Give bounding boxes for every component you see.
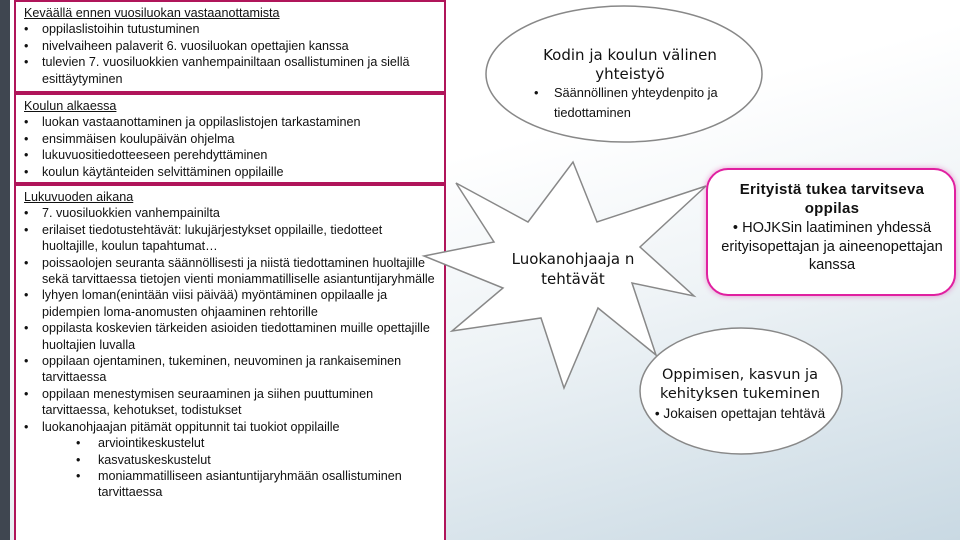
sub-list-item: • kasvatuskeskustelut (24, 452, 436, 468)
list-item: • lyhyen loman(enintään viisi päivää) myöntäminen oppilaalle ja pidempien loma-anomusten ohjaaminen rehtorille (24, 287, 436, 320)
sub-list-item: • moniammatilliseen asiantuntijaryhmään osallistuminen tarvittaessa (24, 468, 436, 501)
special-support-title: Erityistä tukea tarvitseva oppilas (739, 181, 925, 217)
growth-title: Oppimisen, kasvun ja kehityksen tukeminen (659, 367, 821, 402)
special-support-bullet: • HOJKSin laatiminen yhdessä erityisopettajan ja aineenopettajan kanssa (721, 220, 943, 273)
list-item: • oppilasta koskevien tärkeiden asioiden tiedottaminen muille opettajille huoltajien luvalla (24, 320, 436, 353)
list-item: • 7. vuosiluokkien vanhempainilta (24, 205, 436, 221)
list-item: • ensimmäisen koulupäivän ohjelma (24, 131, 436, 147)
list-item: • tulevien 7. vuosiluokkien vanhempainiltaan osallistuminen ja siellä esittäytyminen (24, 54, 436, 87)
list-item: • poissaolojen seuranta säännöllisesti ja niistä tiedottaminen huoltajille sekä tarvittaessa tietojen vienti moniammatilliselle asiantuntijaryhmälle (24, 255, 436, 288)
list-item: • oppilaan ojentaminen, tukeminen, neuvominen ja rankaiseminen tarvittaessa (24, 353, 436, 386)
list-item: • luokan vastaanottaminen ja oppilaslistojen tarkastaminen (24, 114, 436, 130)
list-item: • lukuvuositiedotteeseen perehdyttäminen (24, 147, 436, 163)
school-start-section-title: Koulun alkaessa (24, 99, 117, 113)
list-item: • nivelvaiheen palaverit 6. vuosiluokan opettajien kanssa (24, 38, 436, 54)
spring-section-title: Keväällä ennen vuosiluokan vastaanottamista (24, 6, 280, 20)
list-item: • koulun käytänteiden selvittäminen oppilaille (24, 164, 436, 180)
list-item: • oppilaan menestymisen seuraaminen ja siihen puuttuminen tarvittaessa, kehotukset, todistukset (24, 386, 436, 419)
school-year-section-title: Lukuvuoden aikana (24, 190, 134, 204)
list-item: • erilaiset tiedotustehtävät: lukujärjestykset oppilaille, tiedotteet huoltajille, koulun tapahtumat… (24, 222, 436, 255)
center-star-label: Luokanohjaaja n tehtävät (511, 250, 635, 288)
growth-bullet: • Jokaisen opettajan tehtävä (654, 406, 826, 421)
list-item: • oppilaslistoihin tutustuminen (24, 21, 436, 37)
list-item: • luokanohjaajan pitämät oppitunnit tai tuokiot oppilaille (24, 419, 436, 435)
sub-list-item: • arviointikeskustelut (24, 435, 436, 451)
cooperation-bullet: • Säännöllinen yhteydenpito ja tiedottaminen (532, 83, 784, 123)
cooperation-title: Kodin ja koulun välinen yhteistyö (543, 46, 717, 83)
